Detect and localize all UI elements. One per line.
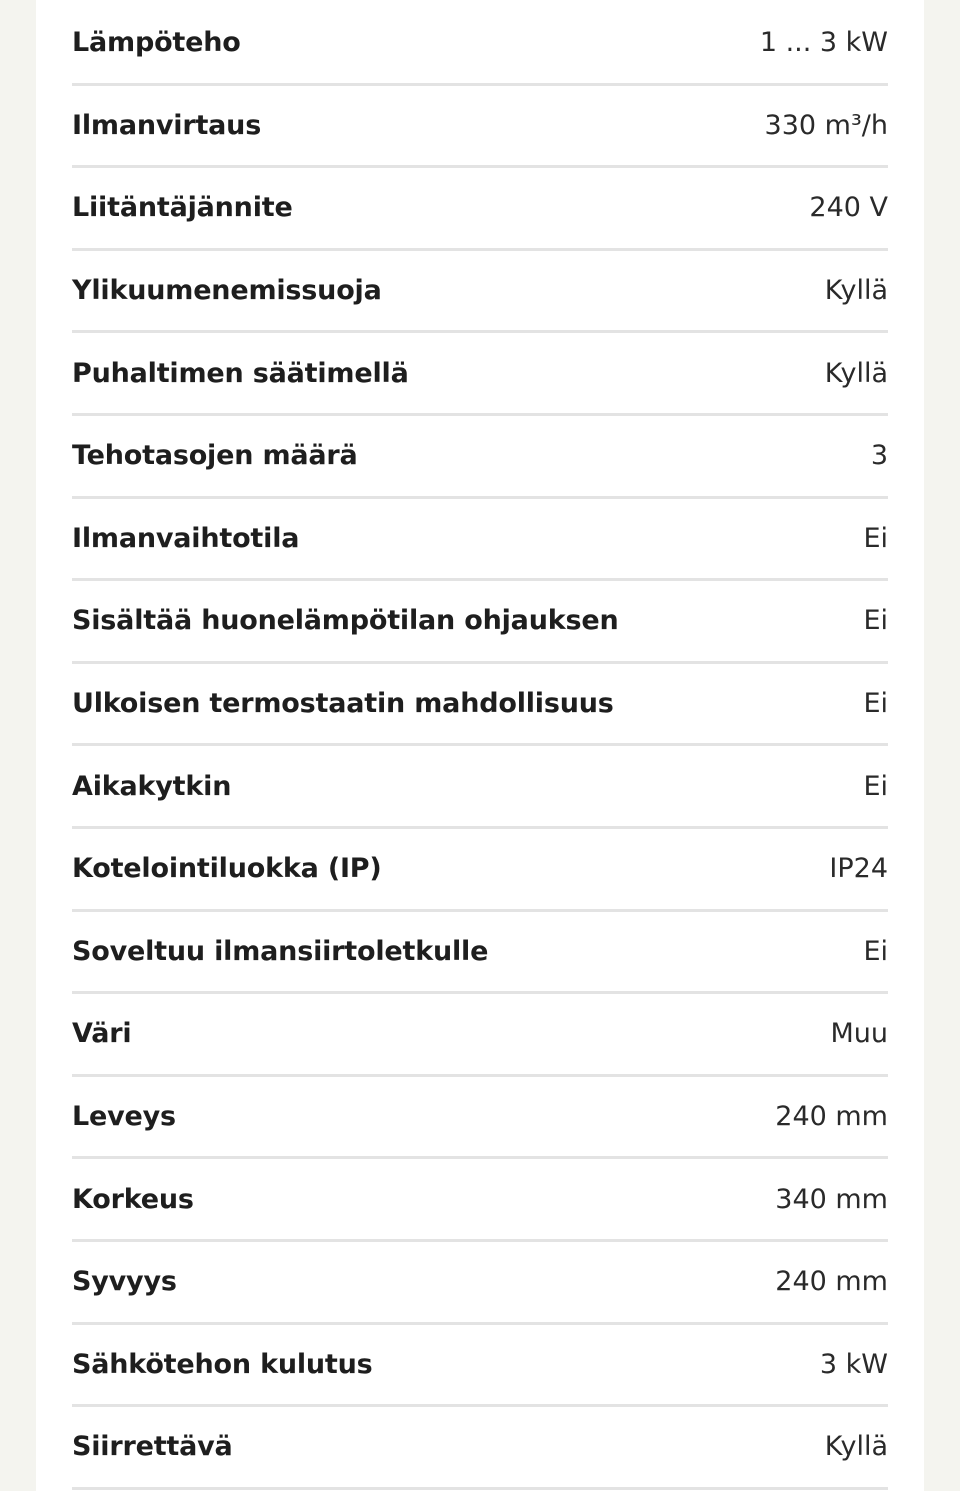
- spec-label: Korkeus: [72, 1183, 194, 1215]
- spec-row: [72, 1077, 888, 1160]
- spec-label: Sähkötehon kulutus: [72, 1348, 373, 1380]
- specs-table: [72, 3, 888, 1490]
- spec-value: Kyllä: [824, 357, 888, 389]
- spec-value: 240 mm: [775, 1101, 888, 1133]
- spec-label: Puhaltimen säätimellä: [72, 357, 409, 389]
- spec-label: Liitäntäjännite: [72, 192, 293, 224]
- spec-label: Ilmanvirtaus: [72, 109, 262, 141]
- spec-label: Syvyys: [72, 1266, 177, 1298]
- spec-value: Ei: [863, 522, 888, 554]
- spec-value: Ei: [863, 770, 888, 802]
- spec-label: Aikakytkin: [72, 770, 232, 802]
- spec-value: Ei: [863, 605, 888, 637]
- spec-row: [72, 251, 888, 334]
- spec-row: [72, 3, 888, 86]
- spec-value: Muu: [830, 1018, 888, 1050]
- spec-row: [72, 86, 888, 169]
- spec-label: Väri: [72, 1018, 132, 1050]
- spec-row: [72, 912, 888, 995]
- spec-label: Sisältää huonelämpötilan ohjauksen: [72, 605, 619, 637]
- spec-label: Ulkoisen termostaatin mahdollisuus: [72, 688, 614, 720]
- spec-row: [72, 1159, 888, 1242]
- spec-label: Leveys: [72, 1101, 176, 1133]
- spec-value: 330 m³/h: [764, 109, 888, 141]
- spec-value: 1 ... 3 kW: [759, 27, 888, 59]
- spec-row: [72, 416, 888, 499]
- specs-card: [36, 0, 924, 1491]
- spec-label: Soveltuu ilmansiirtoletkulle: [72, 935, 489, 967]
- spec-value: Ei: [863, 688, 888, 720]
- spec-value: 3: [870, 440, 888, 472]
- spec-value: Kyllä: [824, 1431, 888, 1463]
- spec-label: Kotelointiluokka (IP): [72, 853, 382, 885]
- spec-row: [72, 829, 888, 912]
- spec-value: Ei: [863, 935, 888, 967]
- spec-value: 340 mm: [775, 1183, 888, 1215]
- spec-label: Ilmanvaihtotila: [72, 522, 300, 554]
- spec-row: [72, 664, 888, 747]
- spec-value: 240 V: [809, 192, 888, 224]
- spec-row: [72, 746, 888, 829]
- spec-row: [72, 1407, 888, 1490]
- spec-value: Kyllä: [824, 275, 888, 307]
- spec-row: [72, 1325, 888, 1408]
- spec-value: 240 mm: [775, 1266, 888, 1298]
- spec-label: Ylikuumenemissuoja: [72, 275, 382, 307]
- spec-label: Siirrettävä: [72, 1431, 233, 1463]
- spec-label: Tehotasojen määrä: [72, 440, 358, 472]
- spec-row: [72, 499, 888, 582]
- spec-row: [72, 1242, 888, 1325]
- spec-row: [72, 333, 888, 416]
- spec-row: [72, 994, 888, 1077]
- spec-value: IP24: [829, 853, 888, 885]
- spec-label: Lämpöteho: [72, 27, 241, 59]
- spec-value: 3 kW: [819, 1348, 888, 1380]
- spec-row: [72, 581, 888, 664]
- spec-row: [72, 168, 888, 251]
